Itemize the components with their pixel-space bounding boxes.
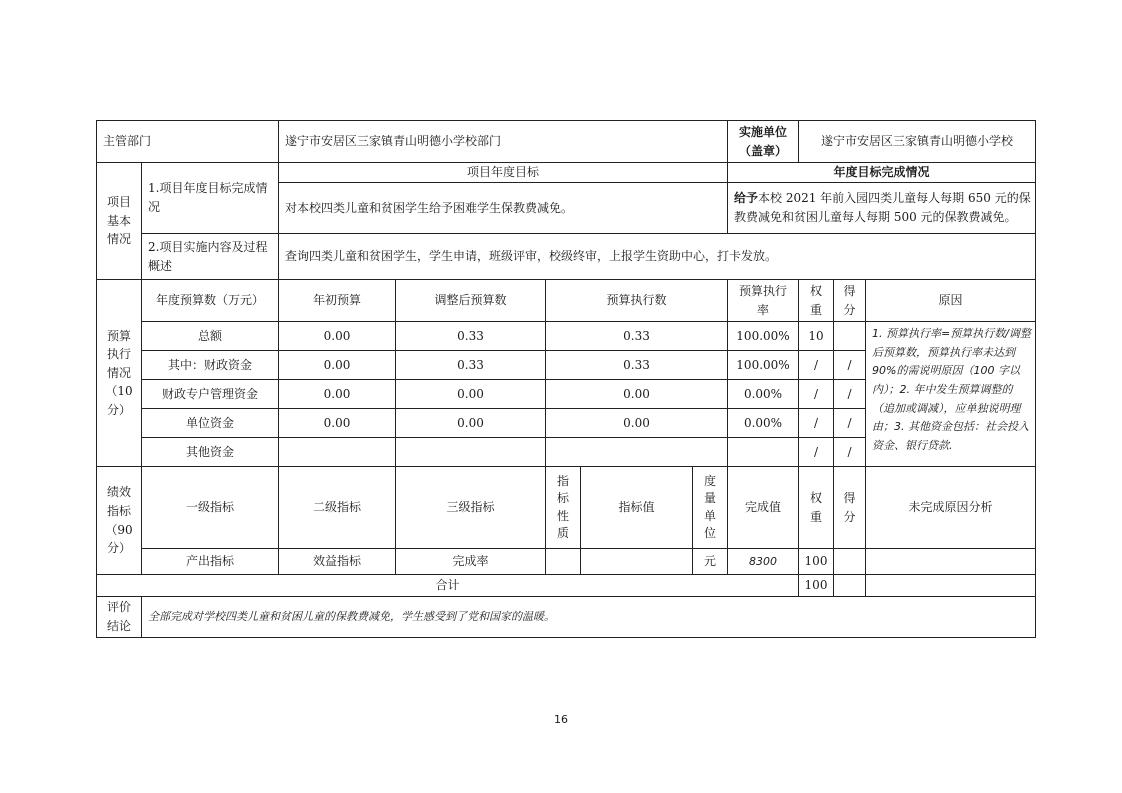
perf-row-nature	[545, 548, 581, 575]
budget-row-item: 单位资金	[141, 408, 279, 438]
budget-row-adjusted	[395, 437, 546, 467]
budget-header-rate: 预算执行 率	[727, 279, 799, 322]
dept-value: 遂宁市安居区三家镇青山明德小学校部门	[278, 120, 728, 163]
perf-header-level3: 三级指标	[395, 466, 546, 549]
budget-header-executed: 预算执行数	[545, 279, 728, 322]
budget-row-initial: 0.00	[278, 408, 396, 438]
budget-row-rate: 0.00%	[727, 408, 799, 438]
page-number: 16	[554, 713, 568, 726]
perf-row-score	[833, 548, 866, 575]
budget-row-score	[833, 321, 866, 351]
performance-section-label: 绩效 指标 （90 分）	[96, 466, 142, 575]
perf-header-score: 得 分	[833, 466, 866, 549]
budget-row-adjusted: 0.33	[395, 350, 546, 380]
evaluation-label: 评价 结论	[96, 596, 142, 638]
budget-row-initial: 0.00	[278, 350, 396, 380]
budget-row-item: 财政专户管理资金	[141, 379, 279, 409]
goal-value: 对本校四类儿童和贫困学生给予困难学生保教费减免。	[278, 182, 728, 234]
total-label: 合计	[96, 574, 799, 597]
budget-row-executed: 0.33	[545, 350, 728, 380]
perf-row-level2: 效益指标	[278, 548, 396, 575]
perf-header-level1: 一级指标	[141, 466, 279, 549]
budget-row-adjusted: 0.00	[395, 408, 546, 438]
budget-row-executed	[545, 437, 728, 467]
budget-header-score: 得 分	[833, 279, 866, 322]
completion-bold: 给予	[734, 191, 759, 206]
budget-row-score: /	[833, 350, 866, 380]
perf-header-completed: 完成值	[727, 466, 799, 549]
budget-row-item: 其他资金	[141, 437, 279, 467]
perf-header-weight: 权 重	[798, 466, 834, 549]
perf-header-nature: 指 标 性 质	[545, 466, 581, 549]
goal-header: 项目年度目标	[278, 162, 728, 183]
budget-header-adjusted: 调整后预算数	[395, 279, 546, 322]
budget-row-score: /	[833, 408, 866, 438]
budget-header-initial: 年初预算	[278, 279, 396, 322]
budget-row-initial: 0.00	[278, 321, 396, 351]
perf-row-completed: 8300	[727, 548, 799, 575]
perf-header-level2: 二级指标	[278, 466, 396, 549]
budget-row-rate: 100.00%	[727, 350, 799, 380]
budget-header-reason: 原因	[865, 279, 1036, 322]
budget-header-item: 年度预算数（万元）	[141, 279, 279, 322]
dept-label: 主管部门	[96, 120, 279, 163]
perf-header-value: 指标值	[580, 466, 693, 549]
budget-row-weight: 10	[798, 321, 834, 351]
perf-row-unit: 元	[692, 548, 728, 575]
budget-row-initial	[278, 437, 396, 467]
total-score	[833, 574, 866, 597]
budget-row-rate: 0.00%	[727, 379, 799, 409]
perf-header-unit: 度 量 单 位	[692, 466, 728, 549]
budget-row-weight: /	[798, 350, 834, 380]
budget-header-weight: 权 重	[798, 279, 834, 322]
budget-row-rate	[727, 437, 799, 467]
perf-row-weight: 100	[798, 548, 834, 575]
budget-row-weight: /	[798, 408, 834, 438]
perf-row-reason	[865, 548, 1036, 575]
budget-row-weight: /	[798, 379, 834, 409]
total-weight: 100	[798, 574, 834, 597]
budget-row-adjusted: 0.33	[395, 321, 546, 351]
budget-row-initial: 0.00	[278, 379, 396, 409]
basic-section-label: 项目 基本 情况	[96, 162, 142, 280]
perf-header-reason: 未完成原因分析	[865, 466, 1036, 549]
budget-row-rate: 100.00%	[727, 321, 799, 351]
goal-label: 1.项目年度目标完成情况	[141, 162, 279, 234]
completion-header: 年度目标完成情况	[727, 162, 1036, 183]
unit-label: 实施单位 （盖章）	[727, 120, 799, 163]
process-label: 2.项目实施内容及过程概述	[141, 233, 279, 280]
total-reason	[865, 574, 1036, 597]
perf-row-level3: 完成率	[395, 548, 546, 575]
completion-value	[727, 182, 1036, 234]
evaluation-text: 全部完成对学校四类儿童和贫困儿童的保教费减免，学生感受到了党和国家的温暖。	[141, 596, 1036, 638]
budget-row-weight: /	[798, 437, 834, 467]
budget-row-score: /	[833, 437, 866, 467]
budget-reason-note: 1. 预算执行率=预算执行数/调整后预算数，预算执行率未达到 90%的需说明原因（100 字以内）；2. 年中发生预算调整的（追加或调减），应单独说明理由；3. 其他资金包括：社会投入资金、银行贷款.	[865, 321, 1036, 467]
budget-row-executed: 0.00	[545, 408, 728, 438]
unit-value: 遂宁市安居区三家镇青山明德小学校	[798, 120, 1036, 163]
budget-row-item: 其中：财政资金	[141, 350, 279, 380]
completion-text: 本校 2021 年前入园四类儿童每人每期 650 元的保教费减免和贫困儿童每人每期 500 元的保教费减免。	[734, 191, 1031, 224]
budget-row-item: 总额	[141, 321, 279, 351]
budget-row-adjusted: 0.00	[395, 379, 546, 409]
process-value: 查询四类儿童和贫困学生，学生申请，班级评审，校级终审，上报学生资助中心，打卡发放。	[278, 233, 1036, 280]
perf-row-value	[580, 548, 693, 575]
perf-row-level1: 产出指标	[141, 548, 279, 575]
budget-section-label: 预算 执行 情况 （10 分）	[96, 279, 142, 467]
budget-row-score: /	[833, 379, 866, 409]
budget-row-executed: 0.00	[545, 379, 728, 409]
budget-row-executed: 0.33	[545, 321, 728, 351]
